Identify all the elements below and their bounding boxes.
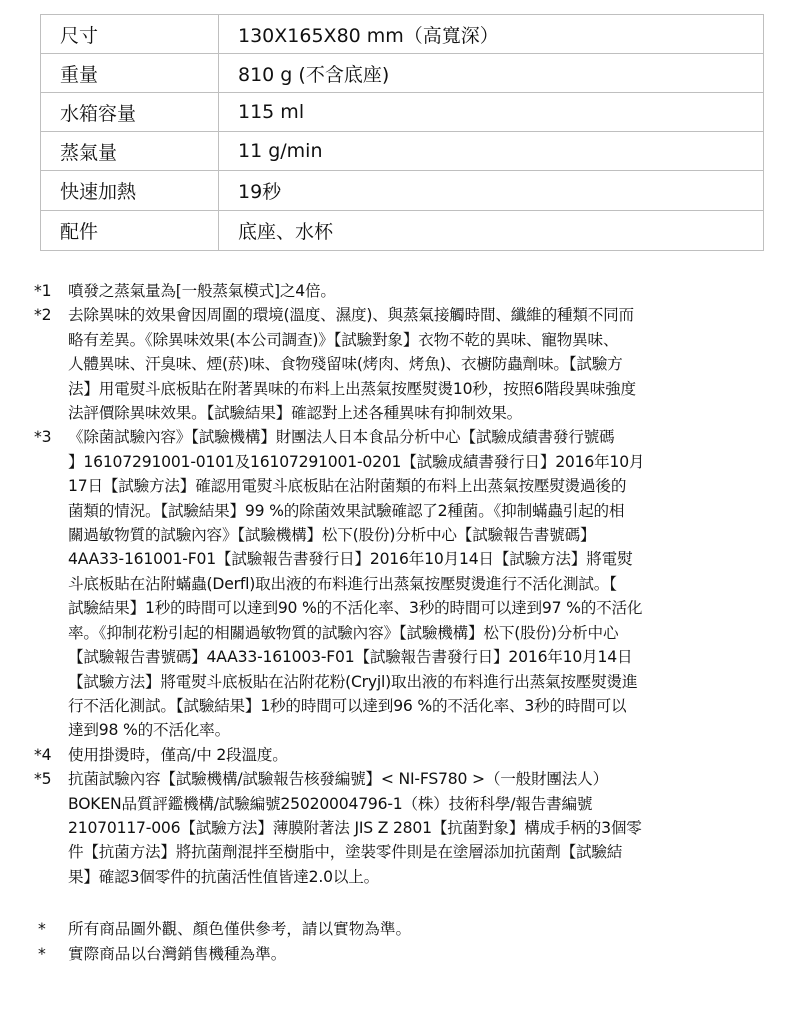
disclaimer-2	[38, 942, 778, 967]
spec-value: 810 g (不含底座)	[219, 54, 764, 93]
footnote-line: 行不活化測試。【試驗結果】1秒的時間可以達到96 %的不活化率、3秒的時間可以	[68, 696, 627, 715]
spec-value: 19秒	[219, 171, 764, 211]
disclaimer-text: 所有商品圖外觀、顏色僅供參考，請以實物為準。	[68, 920, 412, 938]
footnotes	[34, 279, 774, 889]
footnote-4	[34, 743, 774, 767]
footnote-line: 試驗結果】1秒的時間可以達到90 %的不活化率、3秒的時間可以達到97 %的不活化	[68, 599, 643, 618]
spec-label: 重量	[41, 54, 219, 93]
footnote-body	[68, 767, 774, 889]
disclaimers	[38, 917, 778, 967]
footnote-line: BOKEN品質評鑑機構/試驗編號25020004796-1（株）技術科學/報告書編號	[68, 794, 593, 813]
footnote-line: 件【抗菌方法】將抗菌劑混拌至樹脂中，塗裝零件則是在塗層添加抗菌劑【試驗結	[68, 843, 623, 862]
spec-row-accessories	[41, 211, 764, 251]
footnote-line: 菌類的情況。【試驗結果】99 %的除菌效果試驗確認了2種菌。《抑制蟎蟲引起的相	[68, 501, 625, 520]
footnote-marker: *3	[34, 428, 52, 447]
footnote-marker: *2	[34, 306, 52, 325]
spec-value: 11 g/min	[219, 132, 764, 171]
spec-label: 蒸氣量	[41, 132, 219, 171]
footnote-marker: *4	[34, 745, 52, 764]
footnote-line: 噴發之蒸氣量為[一般蒸氣模式]之4倍。	[68, 282, 336, 300]
disclaimer-marker: *	[38, 945, 46, 963]
footnote-line: 去除異味的效果會因周圍的環境(溫度、濕度)、與蒸氣接觸時間、纖維的種類不同而	[68, 306, 634, 325]
footnote-line: 使用掛燙時，僅高/中 2段溫度。	[68, 745, 288, 764]
spec-value: 115 ml	[219, 93, 764, 132]
spec-row-steam	[41, 132, 764, 171]
spec-row-weight	[41, 54, 764, 93]
spec-label: 快速加熱	[41, 171, 219, 211]
disclaimer-1	[38, 917, 778, 942]
spec-value: 130X165X80 mm（高寬深）	[219, 15, 764, 54]
footnote-line: 【試驗報告書號碼】4AA33-161003-F01【試驗報告書發行日】2016年10月14日	[68, 648, 633, 667]
footnote-line: 【試驗方法】將電熨斗底板貼在沾附花粉(Cryjl)取出液的布料進行出蒸氣按壓熨燙進	[68, 672, 638, 691]
footnote-1	[34, 279, 774, 303]
footnote-marker: *5	[34, 770, 52, 789]
footnote-line: 關過敏物質的試驗內容》【試驗機構】松下(股份)分析中心【試驗報告書號碼】	[68, 526, 596, 545]
spec-value: 底座、水杯	[219, 211, 764, 251]
footnote-body	[68, 303, 774, 425]
spec-label: 配件	[41, 211, 219, 251]
footnote-body	[68, 743, 774, 767]
footnote-3	[34, 425, 774, 742]
spec-row-size	[41, 15, 764, 54]
footnote-line: 法評價除異味效果。【試驗結果】確認對上述各種異味有抑制效果。	[68, 404, 523, 423]
footnote-2	[34, 303, 774, 425]
footnote-5	[34, 767, 774, 889]
disclaimer-text: 實際商品以台灣銷售機種為準。	[68, 945, 287, 963]
footnote-line: 率。《抑制花粉引起的相關過敏物質的試驗內容》【試驗機構】松下(股份)分析中心	[68, 623, 619, 642]
spec-table	[40, 14, 764, 251]
spec-row-tank	[41, 93, 764, 132]
footnote-line: 抗菌試驗內容【試驗機構/試驗報告核發編號】< NI-FS780 >（一般財團法人）	[68, 770, 608, 789]
disclaimer-marker: *	[38, 920, 46, 938]
footnote-body	[68, 279, 774, 303]
footnote-line: 4AA33-161001-F01【試驗報告書發行日】2016年10月14日【試驗方法】將電熨	[68, 550, 633, 569]
footnote-line: 果】確認3個零件的抗菌活性值皆達2.0以上。	[68, 867, 380, 886]
footnote-line: 】16107291001-0101及16107291001-0201【試驗成績書發行日】2016年10月	[68, 452, 645, 471]
footnote-line: 斗底板貼在沾附蟎蟲(Derfl)取出液的布料進行出蒸氣按壓熨燙進行不活化測試。【	[68, 574, 617, 593]
footnote-line: 21070117-006【試驗方法】薄膜附著法 JIS Z 2801【抗菌對象】構成手柄的3個零	[68, 818, 642, 837]
footnote-line: 達到98 %的不活化率。	[68, 721, 230, 740]
spec-row-heating	[41, 171, 764, 211]
footnote-line: 人體異味、汗臭味、煙(菸)味、食物殘留味(烤肉、烤魚)、衣櫥防蟲劑味。【試驗方	[68, 355, 623, 374]
spec-label: 尺寸	[41, 15, 219, 54]
spec-label: 水箱容量	[41, 93, 219, 132]
footnote-line: 《除菌試驗內容》【試驗機構】財團法人日本食品分析中心【試驗成績書發行號碼	[68, 428, 615, 447]
footnote-line: 略有差異。《除異味效果(本公司調查)》【試驗對象】衣物不乾的異味、寵物異味、	[68, 330, 619, 349]
footnote-marker: *1	[34, 282, 52, 300]
footnote-line: 17日【試驗方法】確認用電熨斗底板貼在沾附菌類的布料上出蒸氣按壓熨燙過後的	[68, 477, 627, 496]
footnote-line: 法】用電熨斗底板貼在附著異味的布料上出蒸氣按壓熨燙10秒，按照6階段異味強度	[68, 379, 636, 398]
footnote-body	[68, 425, 774, 742]
